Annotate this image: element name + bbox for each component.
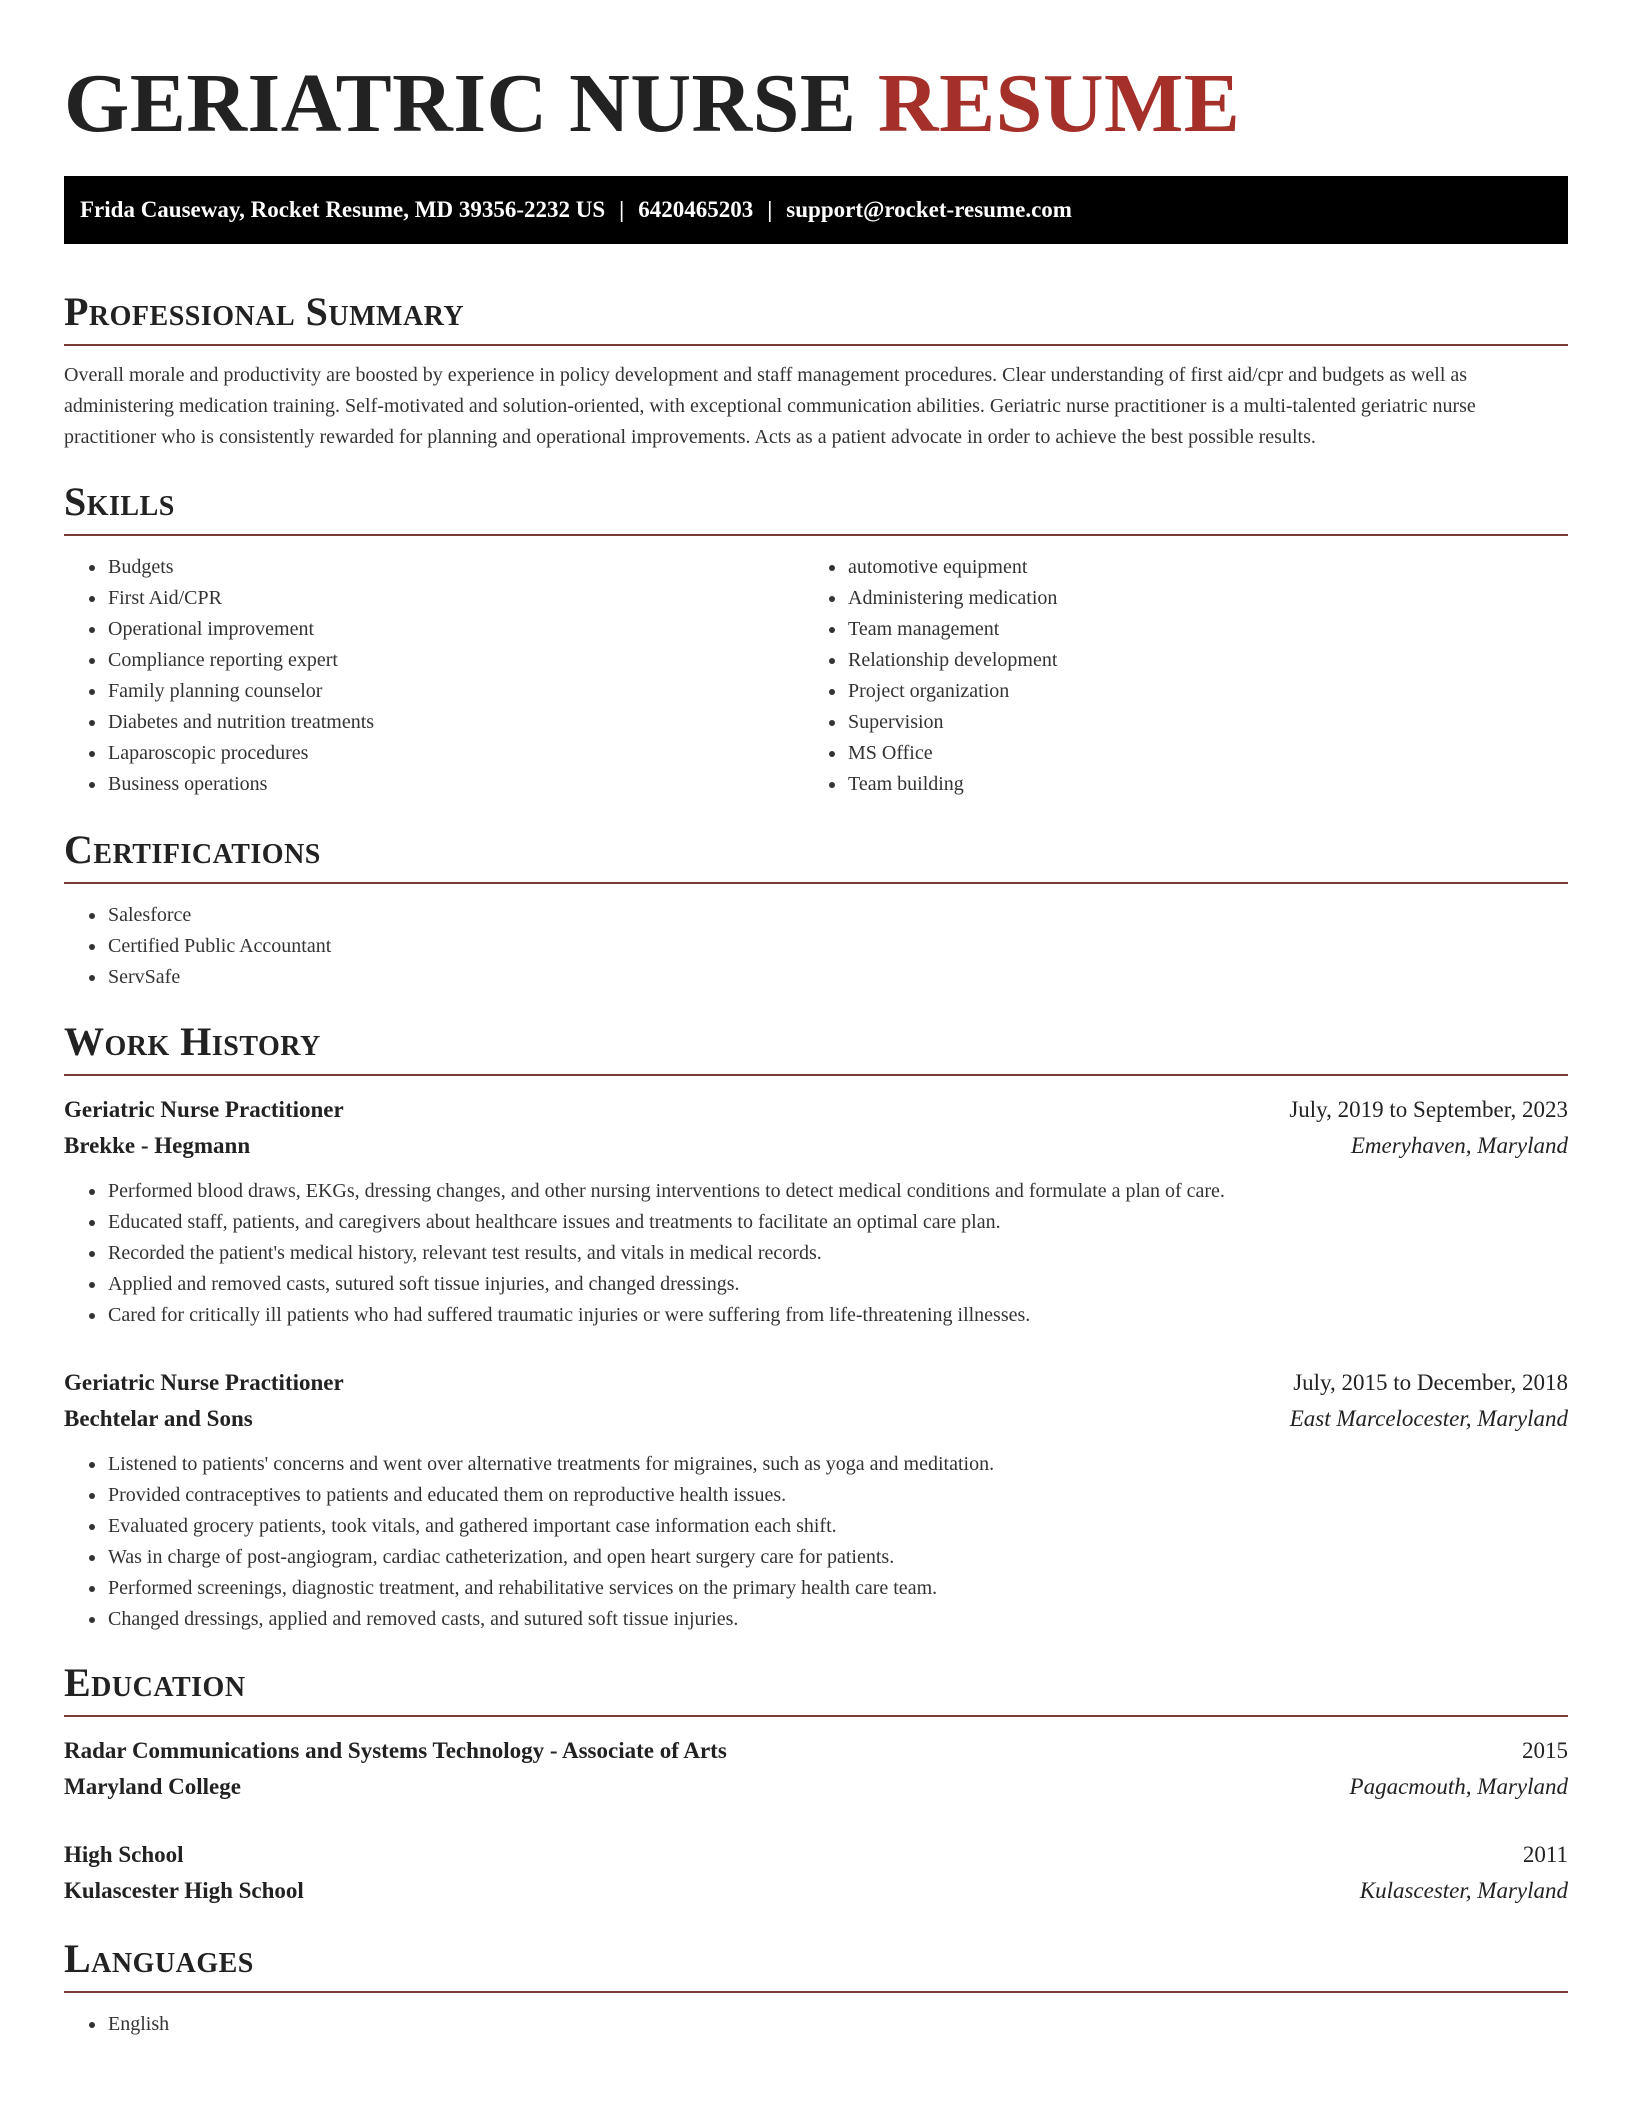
education-location: Pagacmouth, Maryland	[1349, 1774, 1568, 1799]
languages-section	[64, 1935, 1568, 2040]
section-heading-education: Education	[64, 1659, 1568, 1717]
job-entry	[64, 1365, 1568, 1635]
education-degree-row	[64, 1837, 1568, 1873]
education-school: Kulascester High School	[64, 1878, 304, 1903]
job-duty-item: • Provided contraceptives to patients and educated them on reproductive health issues.	[107, 1480, 1568, 1511]
summary-text: Overall morale and productivity are boosted by experience in policy development and staff management procedures. Clear understanding of first aid/cpr and budgets as well as administering medication training. Self-motivated and solution-oriented, with exceptional communication abilities. Geriatric nurse practitioner is a multi-talented geriatric nurse practitioner who is consistently rewarded for planning and operational improvements. Acts as a patient advocate in order to achieve the best possible results.	[64, 364, 1476, 448]
certification-item: • Certified Public Accountant	[107, 931, 1568, 962]
job-duty-item: • Listened to patients' concerns and went over alternative treatments for migraines, such as yoga and meditation.	[107, 1449, 1568, 1480]
education-school: Maryland College	[64, 1774, 241, 1799]
job-company-row	[64, 1128, 1568, 1164]
skill-item: • MS Office	[847, 738, 1544, 769]
skill-item: • Relationship development	[847, 645, 1544, 676]
skill-item: • Business operations	[107, 769, 804, 800]
section-heading-summary: Professional Summary	[64, 288, 1568, 346]
job-duties-list	[64, 1449, 1568, 1635]
skill-item: • Administering medication	[847, 583, 1544, 614]
skill-item: • Team management	[847, 614, 1544, 645]
section-heading-languages: Languages	[64, 1935, 1568, 1993]
job-duty-item: • Was in charge of post-angiogram, cardiac catheterization, and open heart surgery care for patients.	[107, 1542, 1568, 1573]
skills-list-right	[804, 552, 1544, 800]
section-heading-work-history: Work History	[64, 1018, 1568, 1076]
skills-columns	[64, 552, 1568, 800]
skill-item: • Project organization	[847, 676, 1544, 707]
job-duty-item: • Cared for critically ill patients who had suffered traumatic injuries or were suffering from life-threatening illnesses.	[107, 1300, 1568, 1331]
job-duty-item: • Educated staff, patients, and caregivers about healthcare issues and treatments to facilitate an optimal care plan.	[107, 1207, 1568, 1238]
education-entry	[64, 1837, 1568, 1909]
job-location: East Marcelocester, Maryland	[1289, 1406, 1568, 1431]
contact-bar	[64, 176, 1568, 244]
education-entry	[64, 1733, 1568, 1805]
languages-list	[64, 2009, 1568, 2040]
skill-item: • Compliance reporting expert	[107, 645, 804, 676]
skill-item: • Budgets	[107, 552, 804, 583]
skill-item: • Team building	[847, 769, 1544, 800]
contact-separator: |	[619, 197, 625, 222]
job-dates: July, 2015 to December, 2018	[1293, 1370, 1568, 1395]
job-company-row	[64, 1401, 1568, 1437]
section-heading-certifications: Certifications	[64, 826, 1568, 884]
summary-section	[64, 288, 1568, 453]
work-history-section	[64, 1018, 1568, 1635]
contact-address: Frida Causeway, Rocket Resume, MD 39356-2232 US	[80, 197, 606, 222]
skills-list-left	[64, 552, 804, 800]
certifications-list	[64, 900, 1568, 993]
title-main: GERIATRIC NURSE	[64, 57, 857, 150]
certification-item: • Salesforce	[107, 900, 1568, 931]
job-title-row	[64, 1365, 1568, 1401]
job-title: Geriatric Nurse Practitioner	[64, 1370, 344, 1395]
job-title-row	[64, 1092, 1568, 1128]
contact-phone[interactable]: 6420465203	[638, 197, 754, 222]
job-duty-item: • Applied and removed casts, sutured soft tissue injuries, and changed dressings.	[107, 1269, 1568, 1300]
skills-column-left	[64, 552, 804, 800]
job-company: Brekke - Hegmann	[64, 1133, 251, 1158]
education-degree: High School	[64, 1842, 184, 1867]
job-title: Geriatric Nurse Practitioner	[64, 1097, 344, 1122]
job-duty-item: • Evaluated grocery patients, took vitals, and gathered important case information each shift.	[107, 1511, 1568, 1542]
language-item: • English	[107, 2009, 1568, 2040]
skill-item: • First Aid/CPR	[107, 583, 804, 614]
section-heading-skills: Skills	[64, 478, 1568, 536]
education-school-row	[64, 1873, 1568, 1909]
education-year: 2015	[1522, 1738, 1568, 1763]
skills-section	[64, 478, 1568, 800]
skills-column-right	[804, 552, 1544, 800]
job-location: Emeryhaven, Maryland	[1350, 1133, 1568, 1158]
education-degree-row	[64, 1733, 1568, 1769]
skill-item: • Diabetes and nutrition treatments	[107, 707, 804, 738]
skill-item: • Family planning counselor	[107, 676, 804, 707]
job-company: Bechtelar and Sons	[64, 1406, 253, 1431]
education-section	[64, 1659, 1568, 1909]
education-year: 2011	[1522, 1842, 1568, 1867]
title-accent: RESUME	[877, 57, 1241, 150]
job-duty-item: • Performed screenings, diagnostic treatment, and rehabilitative services on the primary health care team.	[107, 1573, 1568, 1604]
skill-item: • Operational improvement	[107, 614, 804, 645]
education-degree: Radar Communications and Systems Technology - Associate of Arts	[64, 1738, 727, 1763]
certifications-section	[64, 826, 1568, 993]
education-location: Kulascester, Maryland	[1359, 1878, 1568, 1903]
certification-item: • ServSafe	[107, 962, 1568, 993]
contact-separator: |	[767, 197, 773, 222]
contact-email[interactable]: support@rocket-resume.com	[786, 197, 1072, 222]
job-duty-item: • Recorded the patient's medical history, relevant test results, and vitals in medical records.	[107, 1238, 1568, 1269]
job-entry	[64, 1092, 1568, 1331]
job-dates: July, 2019 to September, 2023	[1289, 1097, 1568, 1122]
job-duty-item: • Changed dressings, applied and removed casts, and sutured soft tissue injuries.	[107, 1604, 1568, 1635]
job-duties-list	[64, 1176, 1568, 1331]
skill-item: • Supervision	[847, 707, 1544, 738]
skill-item: • Laparoscopic procedures	[107, 738, 804, 769]
job-duty-item: • Performed blood draws, EKGs, dressing changes, and other nursing interventions to detect medical conditions and formulate a plan of care.	[107, 1176, 1568, 1207]
education-school-row	[64, 1769, 1568, 1805]
resume-title	[64, 0, 1568, 150]
skill-item: • automotive equipment	[847, 552, 1544, 583]
